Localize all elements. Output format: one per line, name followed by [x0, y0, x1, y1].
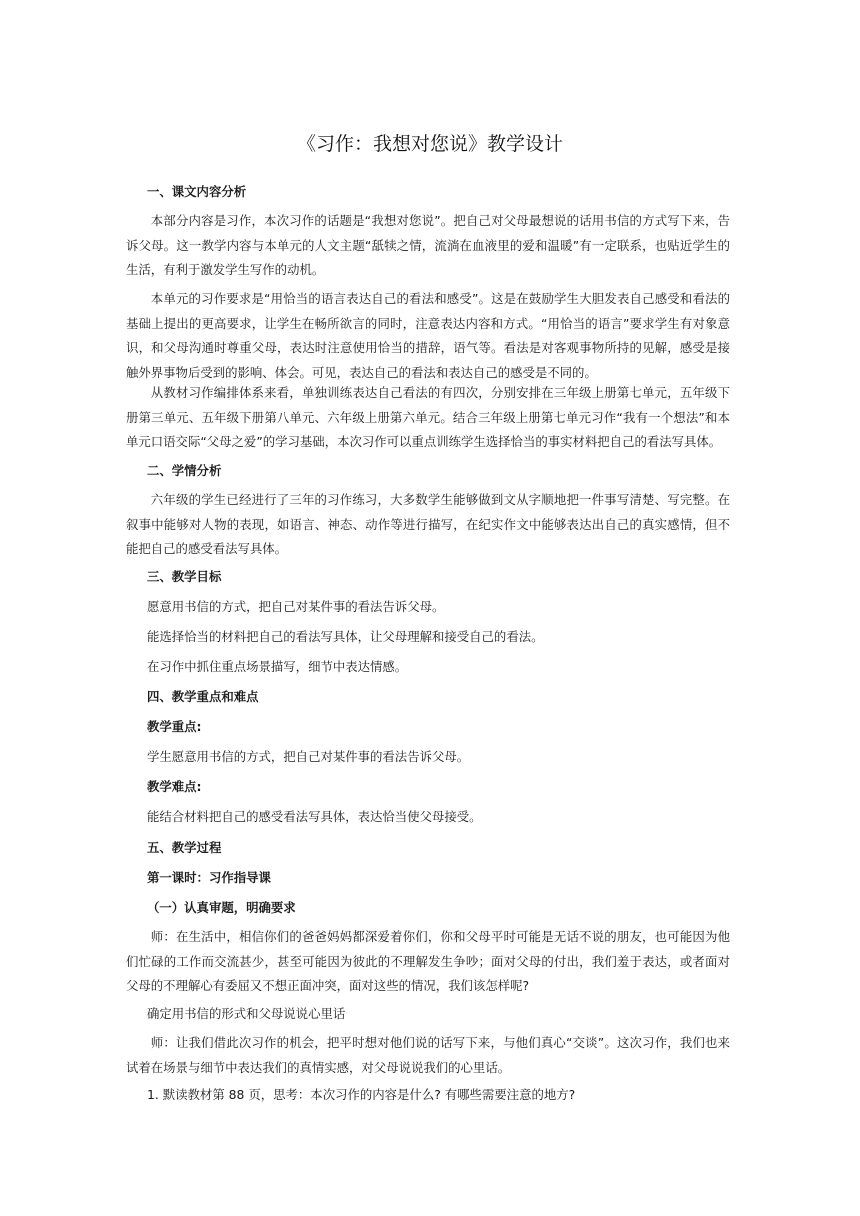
section-heading-4: 四、教学重点和难点 — [147, 689, 259, 704]
document-title: 《习作：我想对您说》教学设计 — [296, 133, 563, 155]
difficulty-label: 教学难点: — [147, 779, 202, 794]
key-point-text: 学生愿意用书信的方式，把自己对某件事的看法告诉父母。 — [147, 749, 470, 764]
section-heading-2: 二、学情分析 — [147, 463, 222, 478]
paragraph-teacher-guide: 师：让我们借此次习作的机会，把平时想对他们说的话写下来，与他们真心“交谈”。这次习作，我们也来试着在场景与细节中表达我们的真情实感，对父母说说我们的心里话。 — [126, 1035, 730, 1075]
task-item: 1. 默读教材第 88 页，思考：本次习作的内容是什么? 有哪些需要注意的地方? — [147, 1087, 576, 1102]
goal-item: 愿意用书信的方式，把自己对某件事的看法告诉父母。 — [147, 599, 445, 614]
step-heading: （一）认真审题，明确要求 — [147, 900, 296, 915]
goal-item: 能选择恰当的材料把自己的看法写具体，让父母理解和接受自己的看法。 — [147, 629, 544, 644]
paragraph-content-analysis-1: 本部分内容是习作，本次习作的话题是“我想对您说”。把自己对父母最想说的话用书信的方式写下来，告诉父母。这一教学内容与本单元的人文主题“舐犊之情，流淌在血液里的爱和温暖”有一定联系，也贴近学生的生活，有利于激发学生写作的动机。 — [126, 213, 730, 277]
paragraph-content-analysis-2: 本单元的习作要求是“用恰当的语言表达自己的看法和感受”。这是在鼓励学生大胆发表自己感受和看法的基础上提出的更高要求，让学生在畅所欲言的同时，注意表达内容和方式。“用恰当的语言”要求学生有对象意识，和父母沟通时尊重父母，表达时注意使用恰当的措辞，语气等。看法是对客观事物所持的见解，感受是接触外界事物后受到的影响、体会。可见，表达自己的看法和表达自己的感受是不同的。 — [126, 291, 730, 380]
goal-item: 在习作中抓住重点场景描写，细节中表达情感。 — [147, 659, 408, 674]
paragraph-content-analysis-3: 从教材习作编排体系来看，单独训练表达自己看法的有四次，分别安排在三年级上册第七单元，五年级下册第三单元、五年级下册第八单元、六年级上册第六单元。结合三年级上册第七单元习作“我有一个想法”和本单元口语交际“父母之爱”的学习基础，本次习作可以重点训练学生选择恰当的事实材料把自己的看法写具体。 — [126, 385, 730, 449]
key-point-label: 教学重点: — [147, 719, 202, 734]
paragraph-letter-form: 确定用书信的形式和父母说说心里话 — [147, 1006, 346, 1021]
section-heading-3: 三、教学目标 — [147, 569, 222, 584]
lesson-heading: 第一课时：习作指导课 — [147, 870, 271, 885]
section-heading-5: 五、教学过程 — [147, 840, 222, 855]
paragraph-teacher-intro: 师：在生活中，相信你们的爸爸妈妈都深爱着你们，你和父母平时可能是无话不说的朋友，也可能因为他们忙碌的工作而交流甚少，甚至可能因为彼此的不理解发生争吵；面对父母的付出，我们羞于表达，或者面对父母的不理解心有委屈又不想正面冲突，面对这些的情况，我们该怎样呢? — [126, 929, 730, 993]
section-heading-1: 一、课文内容分析 — [147, 184, 247, 199]
difficulty-text: 能结合材料把自己的感受看法写具体，表达恰当使父母接受。 — [147, 809, 482, 824]
paragraph-learner-analysis: 六年级的学生已经进行了三年的习作练习，大多数学生能够做到文从字顺地把一件事写清楚、写完整。在叙事中能够对人物的表现，如语言、神态、动作等进行描写，在纪实作文中能够表达出自己的真实感情，但不能把自己的感受看法写具体。 — [126, 492, 730, 556]
